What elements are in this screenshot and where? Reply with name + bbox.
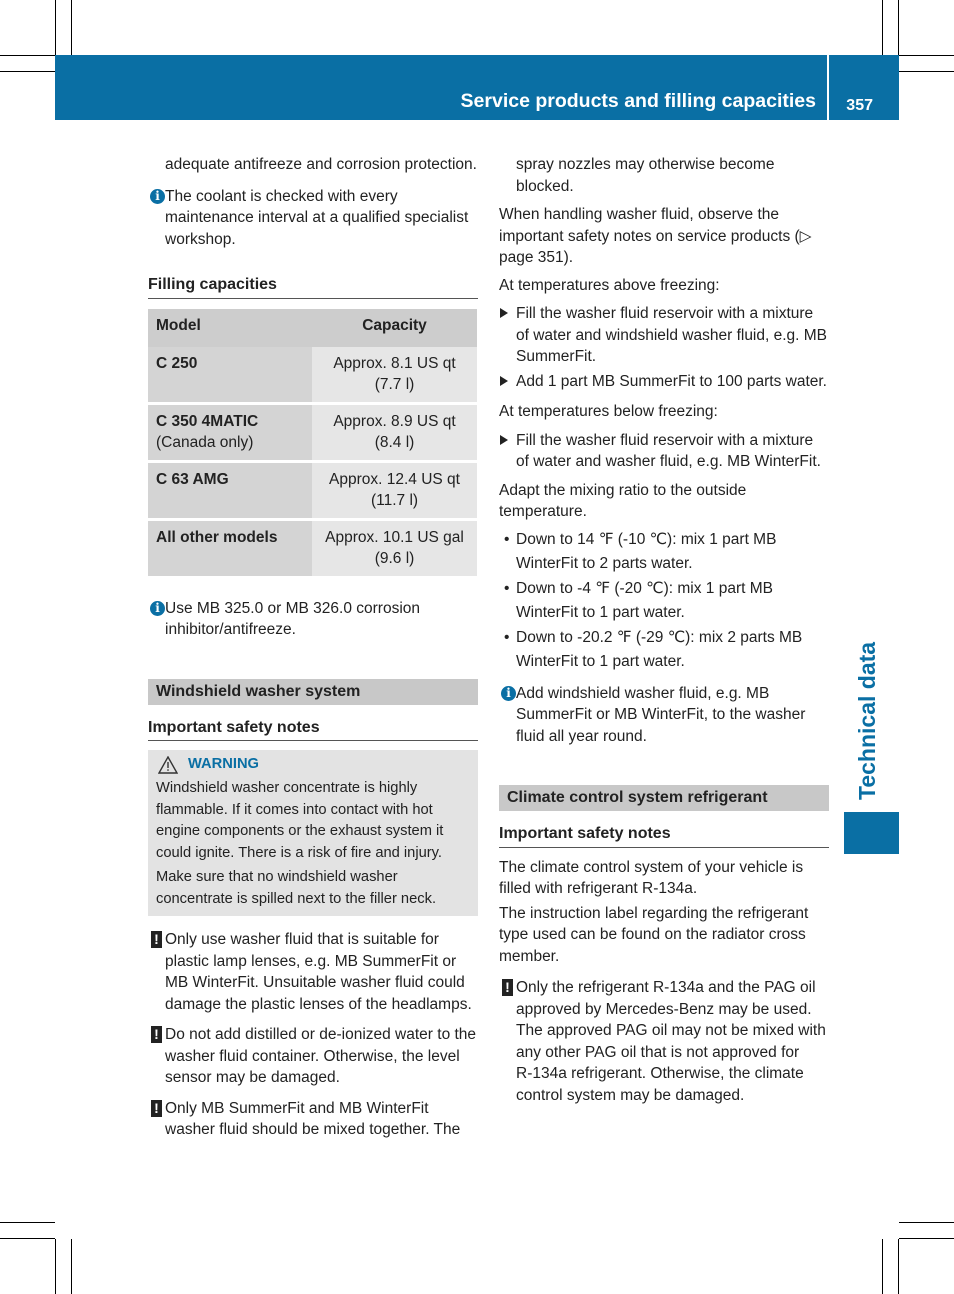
info-icon: i: [150, 189, 165, 204]
crop-mark: [899, 1222, 954, 1223]
crop-mark: [0, 71, 55, 72]
step-arrow-icon: [500, 376, 508, 386]
section-heading-climate: Climate control system refrigerant: [499, 785, 829, 811]
warning-triangle-icon: [158, 756, 178, 774]
paragraph: adequate antifreeze and corrosion protection.: [165, 156, 477, 173]
step-arrow-icon: [500, 435, 508, 445]
crop-mark: [898, 1239, 899, 1294]
instruction-step: Add 1 part MB SummerFit to 100 parts water.: [499, 371, 829, 393]
model-cell: C 350 4MATIC (Canada only): [148, 402, 312, 460]
page-title: Service products and filling capacities: [460, 90, 816, 112]
model-cell: C 63 AMG: [148, 460, 312, 518]
crop-mark: [0, 55, 55, 56]
info-icon: i: [501, 686, 516, 701]
crop-mark: [71, 1239, 72, 1294]
list-item: • Down to ‑20.2 ℉ (‑29 ℃): mix 2 parts MB WinterFit to 1 part water.: [504, 628, 803, 670]
paragraph: spray nozzles may otherwise become blocked.: [516, 156, 775, 195]
crop-mark: [899, 71, 954, 72]
crop-mark: [899, 1238, 954, 1239]
warning-text: Windshield washer concentrate is highly flammable. If it comes into contact with hot engine components or the exhaust system it could ignite. There is a risk of fire and injury.: [156, 780, 444, 861]
model-cell: C 250: [148, 347, 312, 402]
right-column: [499, 154, 829, 1106]
notice: [148, 1024, 478, 1089]
section-subheading: Important safety notes: [148, 717, 478, 742]
crop-mark: [898, 0, 899, 55]
info-text: The coolant is checked with every maintenance interval at a qualified specialist workshop.: [165, 187, 469, 248]
exclamation-icon: !: [151, 1100, 162, 1117]
instruction-step: Fill the washer fluid reservoir with a mixture of water and windshield washer fluid, e.g. MB SummerFit.: [499, 303, 829, 368]
exclamation-icon: !: [151, 931, 162, 948]
crop-mark: [899, 55, 954, 56]
crop-mark: [0, 1222, 55, 1223]
crop-mark: [0, 1238, 55, 1239]
notice-text: Only MB SummerFit and MB WinterFit washer fluid should be mixed together. The: [165, 1099, 461, 1138]
info-note: [499, 683, 829, 748]
paragraph: When handling washer fluid, observe the important safety notes on service products (▷ page 351).: [499, 206, 812, 266]
list-item: • Down to 14 ℉ (‑10 ℃): mix 1 part MB WinterFit to 2 parts water.: [504, 530, 777, 572]
column-header-model: Model: [148, 309, 312, 347]
header-divider: [827, 55, 829, 120]
info-note: [148, 598, 478, 641]
column-header-capacity: Capacity: [312, 309, 477, 347]
section-subheading: Filling capacities: [148, 274, 478, 299]
paragraph: At temperatures below freezing:: [499, 403, 718, 420]
chapter-tab-label: Technical data: [854, 641, 880, 800]
exclamation-icon: !: [502, 979, 513, 996]
list-item: • Down to ‑4 ℉ (‑20 ℃): mix 1 part MB WinterFit to 1 part water.: [504, 579, 773, 621]
crop-mark: [55, 0, 56, 55]
paragraph: The climate control system of your vehicle is filled with refrigerant R‑134a.: [499, 858, 804, 897]
warning-box: [148, 750, 478, 916]
instruction-step: Fill the washer fluid reservoir with a mixture of water and washer fluid, e.g. MB WinterFit.: [499, 430, 829, 473]
left-column: [148, 154, 478, 1141]
table-header-row: [148, 309, 477, 347]
section-heading-windshield: Windshield washer system: [148, 679, 478, 705]
info-text: Use MB 325.0 or MB 326.0 corrosion inhibitor/antifreeze.: [165, 599, 421, 638]
header-bar: [55, 55, 899, 120]
notice: [499, 977, 829, 1106]
warning-title: [156, 754, 470, 778]
crop-mark: [55, 1239, 56, 1294]
table-row: [148, 347, 477, 402]
warning-text: Make sure that no windshield washer concentrate is spilled next to the filler neck.: [156, 869, 437, 907]
capacity-cell: Approx. 12.4 US qt (11.7 l): [312, 460, 477, 518]
section-subheading: Important safety notes: [499, 823, 829, 848]
notice: [148, 1098, 478, 1141]
paragraph: Adapt the mixing ratio to the outside temperature.: [499, 481, 747, 520]
crop-mark: [882, 1239, 883, 1294]
notice-text: Only the refrigerant R‑134a and the PAG oil approved by Mercedes‑Benz may be used. The approved PAG oil may not be mixed with any other PAG oil that is not approved for R‑134a refrigerant. Otherwise, the climate control system may be damaged.: [516, 979, 826, 1104]
capacity-cell: Approx. 10.1 US gal (9.6 l): [312, 518, 477, 576]
page-number: 357: [846, 97, 873, 114]
step-arrow-icon: [500, 308, 508, 318]
table-row: [148, 402, 477, 460]
filling-capacities-table: [148, 309, 477, 576]
table-row: [148, 518, 477, 576]
crop-mark: [882, 0, 883, 55]
info-note: [148, 186, 478, 251]
exclamation-icon: !: [151, 1026, 162, 1043]
paragraph: At temperatures above freezing:: [499, 276, 720, 294]
info-text: Add windshield washer fluid, e.g. MB SummerFit or MB WinterFit, to the washer fluid all year round.: [516, 684, 806, 745]
info-icon: i: [150, 601, 165, 616]
crop-mark: [71, 0, 72, 55]
notice-text: Do not add distilled or de-ionized water to the washer fluid container. Otherwise, the level sensor may be damaged.: [165, 1026, 477, 1086]
warning-label: WARNING: [188, 756, 259, 772]
notice-text: Only use washer fluid that is suitable for plastic lamp lenses, e.g. MB SummerFit or MB WinterFit. Unsuitable washer fluid could damage the plastic lenses of the headlamps.: [165, 931, 472, 1013]
paragraph: The instruction label regarding the refrigerant type used can be found on the radiator cross member.: [499, 904, 809, 965]
notice: [148, 929, 478, 1015]
capacity-cell: Approx. 8.1 US qt (7.7 l): [312, 347, 477, 402]
table-row: [148, 460, 477, 518]
model-cell: All other models: [148, 518, 312, 576]
chapter-tab-marker: [844, 812, 899, 854]
capacity-cell: Approx. 8.9 US qt (8.4 l): [312, 402, 477, 460]
